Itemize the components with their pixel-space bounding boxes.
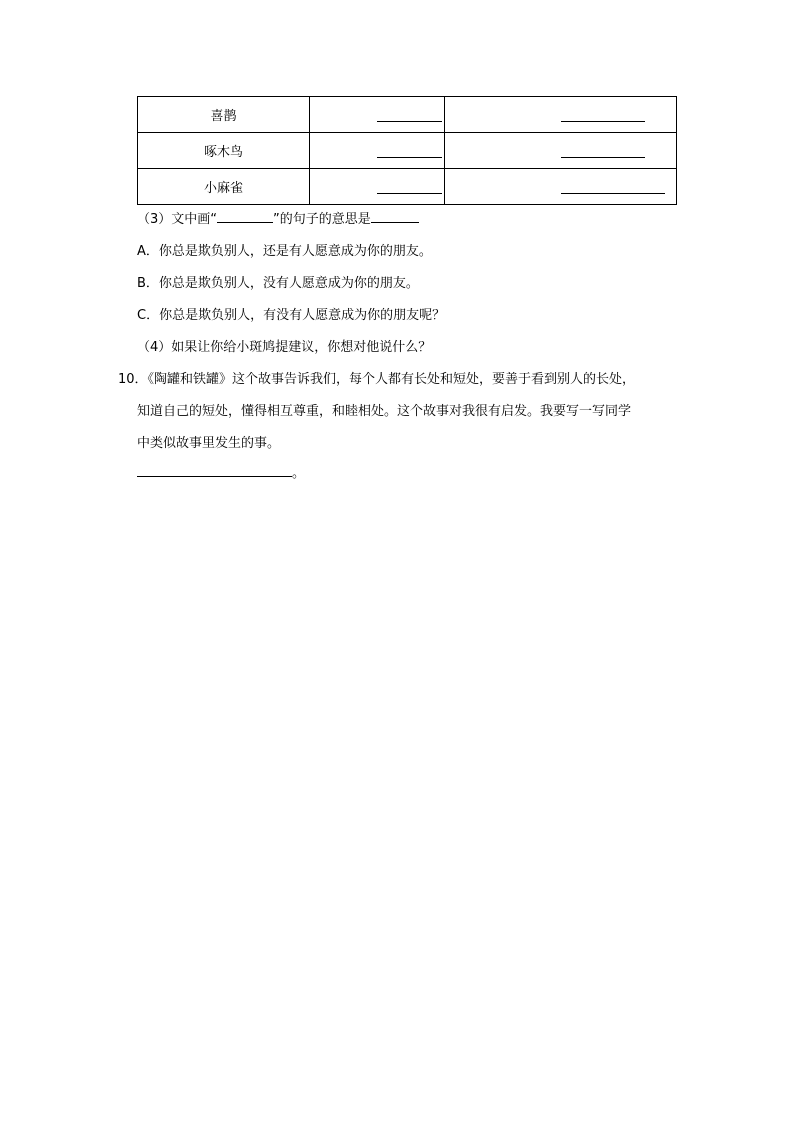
- answer-cell: [445, 133, 677, 169]
- question-10-line-1: 10．《陶罐和铁罐》这个故事告诉我们，每个人都有长处和短处，要善于看到别人的长处，: [118, 372, 636, 387]
- table-row: [138, 97, 677, 133]
- answer-blank[interactable]: [371, 210, 419, 223]
- answer-cell: [445, 97, 677, 133]
- option-a: A．你总是欺负别人，还是有人愿意成为你的朋友。: [137, 244, 432, 259]
- answer-cell: [310, 97, 445, 133]
- underlined-sentence-blank[interactable]: [217, 210, 273, 223]
- answer-blank[interactable]: [561, 179, 665, 194]
- answer-blank[interactable]: [377, 179, 442, 194]
- answer-blank[interactable]: [137, 464, 292, 477]
- answer-blank[interactable]: [377, 107, 442, 122]
- bird-name-cell: 啄木鸟: [138, 133, 310, 169]
- answer-blank[interactable]: [561, 107, 645, 122]
- question-4: （4）如果让你给小斑鸠提建议，你想对他说什么？: [137, 340, 432, 355]
- answer-cell: [310, 169, 445, 205]
- question-3: [137, 208, 794, 227]
- bird-table: [137, 96, 677, 205]
- question-3-middle: ”的句子的意思是: [273, 212, 371, 227]
- answer-blank[interactable]: [561, 143, 645, 158]
- bird-name-cell: 小麻雀: [138, 169, 310, 205]
- table-row: [138, 169, 677, 205]
- question-10-line-3: 中类似故事里发生的事。: [137, 436, 281, 451]
- answer-cell: [445, 169, 677, 205]
- option-b: B．你总是欺负别人，没有人愿意成为你的朋友。: [137, 276, 419, 291]
- table-row: [138, 133, 677, 169]
- question-3-prefix: （3）文中画“: [137, 212, 218, 227]
- answer-blank[interactable]: [377, 143, 442, 158]
- option-c: C．你总是欺负别人，有没有人愿意成为你的朋友呢？: [137, 308, 446, 323]
- answer-cell: [310, 133, 445, 169]
- bird-name-cell: 喜鹊: [138, 97, 310, 133]
- answer-end-mark: 。: [292, 466, 306, 481]
- question-10-line-2: 知道自己的短处，懂得相互尊重，和睦相处。这个故事对我很有启发。我要写一写同学: [137, 404, 632, 419]
- question-10-answer: [137, 462, 794, 481]
